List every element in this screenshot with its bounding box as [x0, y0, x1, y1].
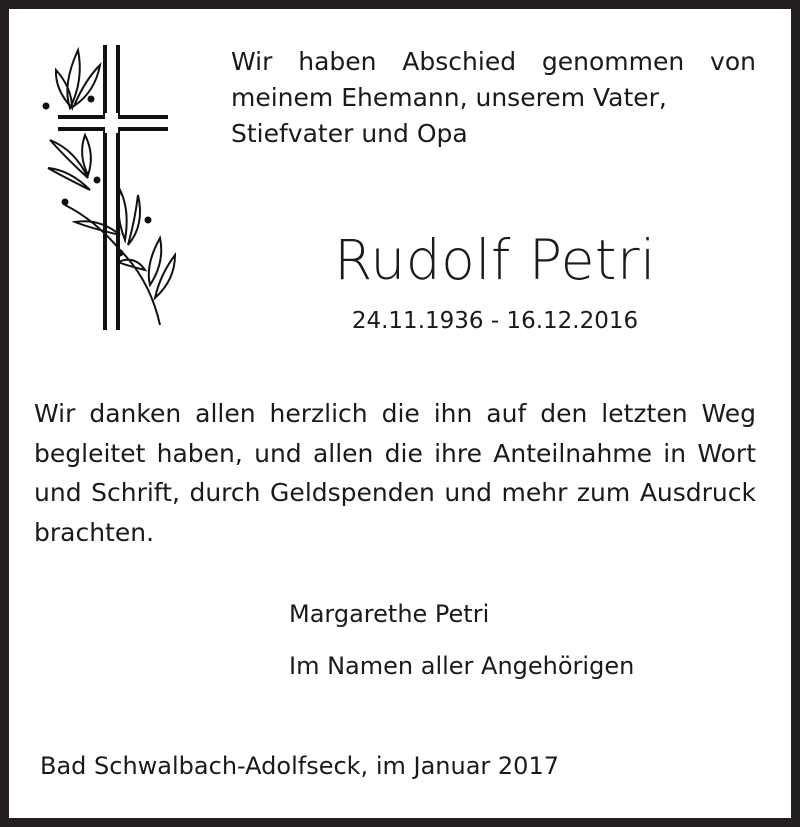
- thanks-paragraph: Wir danken allen herzlich die ihn auf den letzten Weg begleitet haben, und allen die ihre Anteilnahme in Wort und Schrift, durch Geldspenden und mehr zum Ausdruck brachten.: [34, 399, 756, 547]
- signature-name: Margarethe Petri: [289, 600, 490, 628]
- intro-line-3: Stiefvater und Opa: [231, 119, 468, 148]
- intro-text: [231, 44, 756, 152]
- deceased-name: Rudolf Petri: [334, 228, 656, 292]
- intro-line-1: Wir haben Abschied genommen von: [231, 47, 756, 76]
- life-dates: 24.11.1936 - 16.12.2016: [351, 308, 639, 334]
- place-date: Bad Schwalbach-Adolfseck, im Januar 2017: [40, 752, 559, 780]
- intro-line-2: meinem Ehemann, unserem Vater,: [231, 83, 667, 112]
- cross-with-olive-branch-icon: [38, 40, 188, 335]
- signature-line: Im Namen aller Angehörigen: [289, 652, 635, 680]
